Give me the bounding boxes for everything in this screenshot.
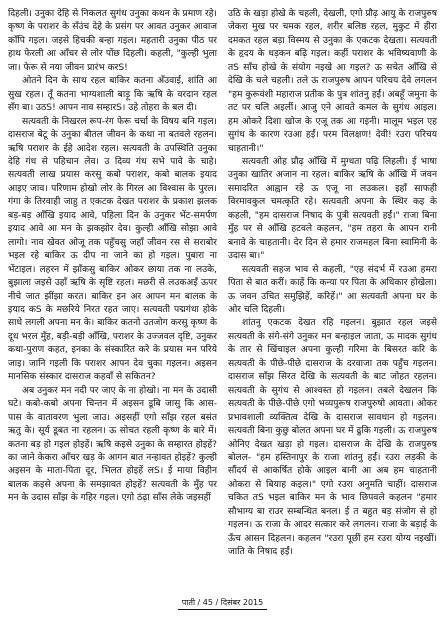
right-column (228, 8, 437, 598)
paragraph: ओतने दिन के साथ रहल बाकिर कतना अँउवाई, शांति आ सुख रहल। तूँ कतना भाग्यशाली बाड़ू कि ऋषि के वरदान रहल सँग बा। उठS! आपन नाव सम्हारS। उहे तोहरा के बल दी। (8, 76, 217, 114)
paragraph: सत्यवती ओह प्रौढ़ आँखि में मुग्धता पढ़ि लिहली। ई भाषा उनुका खातिर अजान ना रहल। बाकिर ऋषि के आँखि में जवन समादरित आह्वान रहे ऊ एजू ना लउकल। इहाँ साफही विरमावकुल चमत्कृति रहे। सत्यवती अपना के स्थिर कइ के कहली, "हम दासराज निषाद के पुत्री सत्यवती हईं।" राजा बिना मुँह पर से आँखि हटवले कहलन, "हम तहरा के आपन रानी बनावे के चाहतानी। देर दिन से हमार राजमहल बिना स्वामिनी के उदास बा।" (228, 156, 437, 262)
page-footer (0, 598, 445, 610)
paragraph: सत्यवती सहज भाव से कहली, "एह संदर्भ में रउआ हमरा पिता से बात करीं। काहें कि कन्या पर पिता के अधिकार होखेला। ऊ जवन उचित समुझिहें, करिहें।" आ सत्यवती अपना घर के ओर चलि दिहली। (228, 264, 437, 315)
paragraph: उठि के खड़ा होखे के चहली, देखली, एगो प्रौढ़ आयु के राजपुरुष जेकरा मुख पर चमक रहल, शरीर बलिष्ठ रहल, मुकुट में हीरा दमकत रहल बड़ा विस्मय से उनुका के एकटक देखता। सत्यवती के हृदय के धड़कन बढ़ि गइल। कहीं पराशर के भविष्यवाणी के तS साँच होखे के संयोग नइखे आ गइल? ऊ सचेत आँखि से देखि के चले चहली। तले ऊ राजपुरुष आपन परिचय देवे लगलन "हम कुरूवंशी महाराज प्रतीक के पुत्र शांतनु हईं। अबहूँ जमुना के तट पर चलि अइलीं। आजु एने आवते कमल के सुगंध आइल। हम ओकरे दिशा खोज के एजू तक आ गइनी। मालूम भइल एह सुगंध के कारण रउआ हईं। परम विलक्षण! देवी! रउरा परिचय चाहतानी।" (228, 9, 437, 154)
paragraph: सत्यवती के निखरल रूप-रंग फेरू चर्चा के विषय बनि गइल। दासराज बेटू के उनुका बीतल जीवन के कथा ना बतवले रहलन। ऋषि पराशर के ईहे आदेश रहल। सत्यवती के उपस्थिति उनुका देहि गंध से पहिचान लेव। उ दिव्य गंध सभे पावे के चाहे। सत्यवती लाख प्रयास करसु कबो पराशर, कबो बालक इयाद आइए जाव। परिणाम होखो लोर के गिरल आ विश्वास के पुरल। गंगा के तिरवाही जाहु त एकटक देखत पराशर के प्रकाश झलक बड़-बड़ आँखि इयाद आवे, पहिला दिन के उनुकर भेंट-समर्पण इयाद आवे आ मन के झकझोर देव। कुल्ही आँखि सोझा आवे लागो। नाव खेवत ओजू तक पहुँचसु जहाँ जीवन रस से सराबोर भइल रहे बाकिर ऊ दीप ना जाने का हो गइल। पुबारा ना भेंटाइल। लहरन में झाँकसु बाकिर ओकर छाया तक ना लउके, बुझाला जइसे उहाँ ऋषि के सृष्टि रहल। मछरी से लउकअइँ ऊपर नीचे जात झींझा करत। बाकिर इन अर आपन मन बालक के इयाद कS के मछरिये निरत रहत जाए। सत्यवती पद्मगंधा होके साधे लगली अपना मन के। बाकिर कतनो उतजोग करसु कृष्ण के दूध भरल मुँह, बड़ी-बड़ी आँखि, पराशर के उज्जवल दृष्टि, उनुकर कथा-पुराण कहत, इनका के संस्कारित करे के प्रयास मन परिये जाइ। जानि गइली कि पराशर आपन देव चुका गइलन। अइसन मानसिक संस्कार दासराज कहवाँ से सकितन? (8, 116, 217, 383)
paragraph: शांतनु एकटक देखत रहि गइलन। बुझात रहल जइसे सत्यवती के संगे-संगे उनुकर मन बन्हाइल जाता, ऊ मादक सुगंध के तार से खिंचाइल अपना कुल्ही गरिमा के बिसरत करि के सत्यवती के पीछे-पीछे दासराज के दरवाजा तक पहुँच गइलन। दासराज साँझ सिरत देखि के सत्यवती के बाट जोहत रहलन। सत्यवती के सुगंध से आश्वस्त हो गइलन। तबले देखलन कि सत्यवती के पीछे-पीछे एगो भव्यपुरूष राजपुरुषो आवता। ओकर प्रभावशाली व्यक्तित्व देखि के दासराज सावधान हो गइलन। सत्यवती बिना कुछु बोलत अपना घर में ढुकि गइली। ऊ राजपुरुष ओनिए देखत खड़ा हो गइल। दासराज के देखि के राजपुरुष बोलल- "हम हस्तिनापुर के राजा शांतनु हईं। रउरा लड़की के सौंदर्य से आकर्षित होके आइल बानी आ अब हम चाहतानी ओकरा से बियाह कइल।" एगो रउरा अनुमति चाहीं। दासराज चकित तS भइल बाकिर मन के भाव छिपवले कहलन "हमार सौभाग्य बा राउर सम्बन्धित बनल। ई त बहुत बड़ संजोग से हो गइलन। ऊ राजा के आदर सत्कार करे लगलन। राजा के बड़ाई के ऊँच आसन दिहलन। कहलन "रउरा पूछीं हम रउरा योग्य नइखीं। जाति के निषाद हईं। (228, 318, 437, 558)
paragraph: दिहली। उनुका देहि से निकलत सुगंध उनुका कथन के प्रमाण रहे। कृष्ण के पराशर के सँउंच देहे के प्रसंग पर आवत उनुकर आवाज काँपि गइल। जइसे हिचकी बन्हा गइल। महतारी उनुका पीठ पर हाथ फेरली आ आँचर से लोर पोंछ दिहली। कहली, "कुल्ही भुला जा। फेरू से नया जीवन प्रारंभ करS! (8, 9, 217, 73)
left-column (8, 8, 217, 598)
footer-page-info: पाती / 45 / दिसंबर 2015 (178, 598, 267, 610)
text-columns (8, 8, 437, 598)
paragraph: अब उनुकर मन नदी पर जाए के ना होखो। ना मन के उदासी घटे। कबो-कबो अपना चिन्तन में अइसन डूबि जासु कि आस-पास के वातावरण भुला जाउ। अइसहीं एगो साँझ रहल बसंत ऋतु के। सूर्य डूबत ना रहलन। ऊ सोचत रहली कृष्ण के बारे में। कतना बड़ हो गइल होइहें। ऋषि कइसे उनुका के सम्हारत होइहें? का जाने केकरा आँचर खड़ के आगन बात नन्हावत होइहें? कुल्ही अइसन के माता-पिता दूर, भिलत होइहें लS। ई माया विहीन बालक कइसे अपना के समझावत होइहें? सत्यवती के मुँह पर मन के उदास साँझ के गहिर गइल। एगो ठंढ़ा साँस लेके जइसहीं (8, 385, 217, 504)
